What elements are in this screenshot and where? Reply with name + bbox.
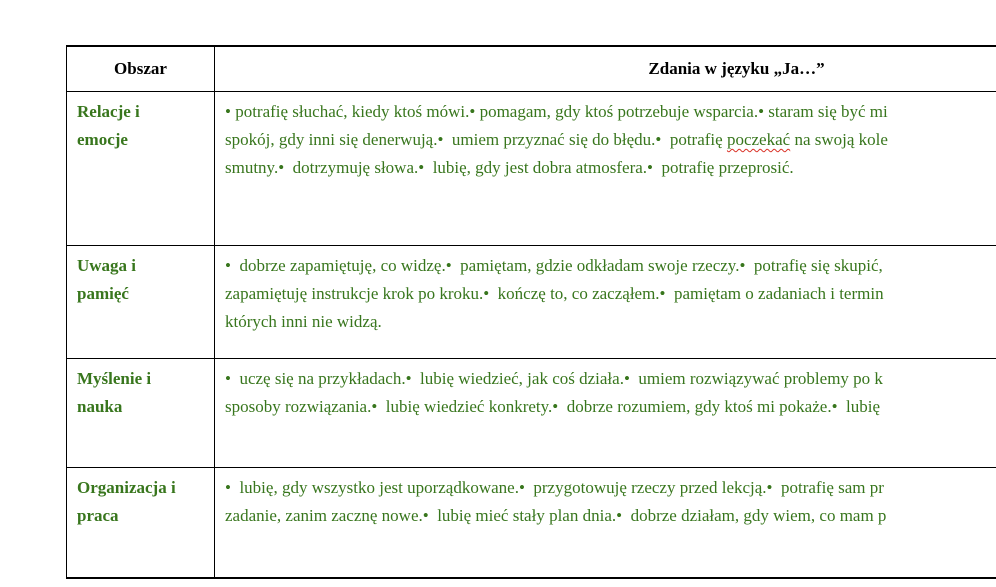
table-row-myslenie-i-nauka <box>67 359 996 468</box>
header-cell-obszar <box>67 47 215 91</box>
text-line: • potrafię słuchać, kiedy ktoś mówi.• pomagam, gdy ktoś potrzebuje wsparcia.• staram się być mi <box>225 102 888 121</box>
text-line: sposoby rozwiązania.• lubię wiedzieć konkrety.• dobrze rozumiem, gdy ktoś mi pokaże.• lubię <box>225 397 881 416</box>
text-line <box>225 126 996 154</box>
row-label-line: Organizacja i <box>77 478 176 497</box>
row-label-line: praca <box>77 506 119 525</box>
text-line: smutny.• dotrzymuję słowa.• lubię, gdy jest dobra atmosfera.• potrafię przeprosić. <box>225 158 794 177</box>
column-header-zdania: Zdania w języku „Ja…” <box>648 59 825 78</box>
table-row-organizacja-i-praca <box>67 468 996 577</box>
misspelled-word: poczekać <box>726 130 791 149</box>
row-label-cell <box>67 246 215 358</box>
text-line: zadanie, zanim zacznę nowe.• lubię mieć stały plan dnia.• dobrze działam, gdy wiem, co mam p <box>225 506 887 525</box>
row-content-cell <box>215 246 996 358</box>
text-segment: na swoją kole <box>790 130 888 149</box>
row-content-cell <box>215 468 996 577</box>
row-label-line: pamięć <box>77 284 129 303</box>
text-line: zapamiętuję instrukcje krok po kroku.• kończę to, co zacząłem.• pamiętam o zadaniach i termin <box>225 284 884 303</box>
row-content-cell <box>215 359 996 467</box>
table-row-relacje-i-emocje <box>67 92 996 246</box>
header-cell-zdania <box>215 47 996 91</box>
row-label-line: Myślenie i <box>77 369 152 388</box>
text-line: • uczę się na przykładach.• lubię wiedzieć, jak coś działa.• umiem rozwiązywać problemy po k <box>225 369 883 388</box>
row-content-cell <box>215 92 996 245</box>
row-label-line: emocje <box>77 130 128 149</box>
text-line: których inni nie widzą. <box>225 312 382 331</box>
row-label-line: Uwaga i <box>77 256 137 275</box>
column-header-obszar: Obszar <box>114 59 167 78</box>
row-label-cell <box>67 92 215 245</box>
text-segment: spokój, gdy inni się denerwują.• umiem przyznać się do błędu.• potrafię <box>225 130 727 149</box>
row-label-cell <box>67 359 215 467</box>
table-row-uwaga-i-pamiec <box>67 246 996 359</box>
text-line: • dobrze zapamiętuję, co widzę.• pamiętam, gdzie odkładam swoje rzeczy.• potrafię się skupić, <box>225 256 883 275</box>
row-label-line: nauka <box>77 397 123 416</box>
text-line: • lubię, gdy wszystko jest uporządkowane.• przygotowuję rzeczy przed lekcją.• potrafię sam pr <box>225 478 884 497</box>
areas-table <box>66 45 996 579</box>
table-header-row <box>67 47 996 92</box>
row-label-cell <box>67 468 215 577</box>
row-label-line: Relacje i <box>77 102 140 121</box>
